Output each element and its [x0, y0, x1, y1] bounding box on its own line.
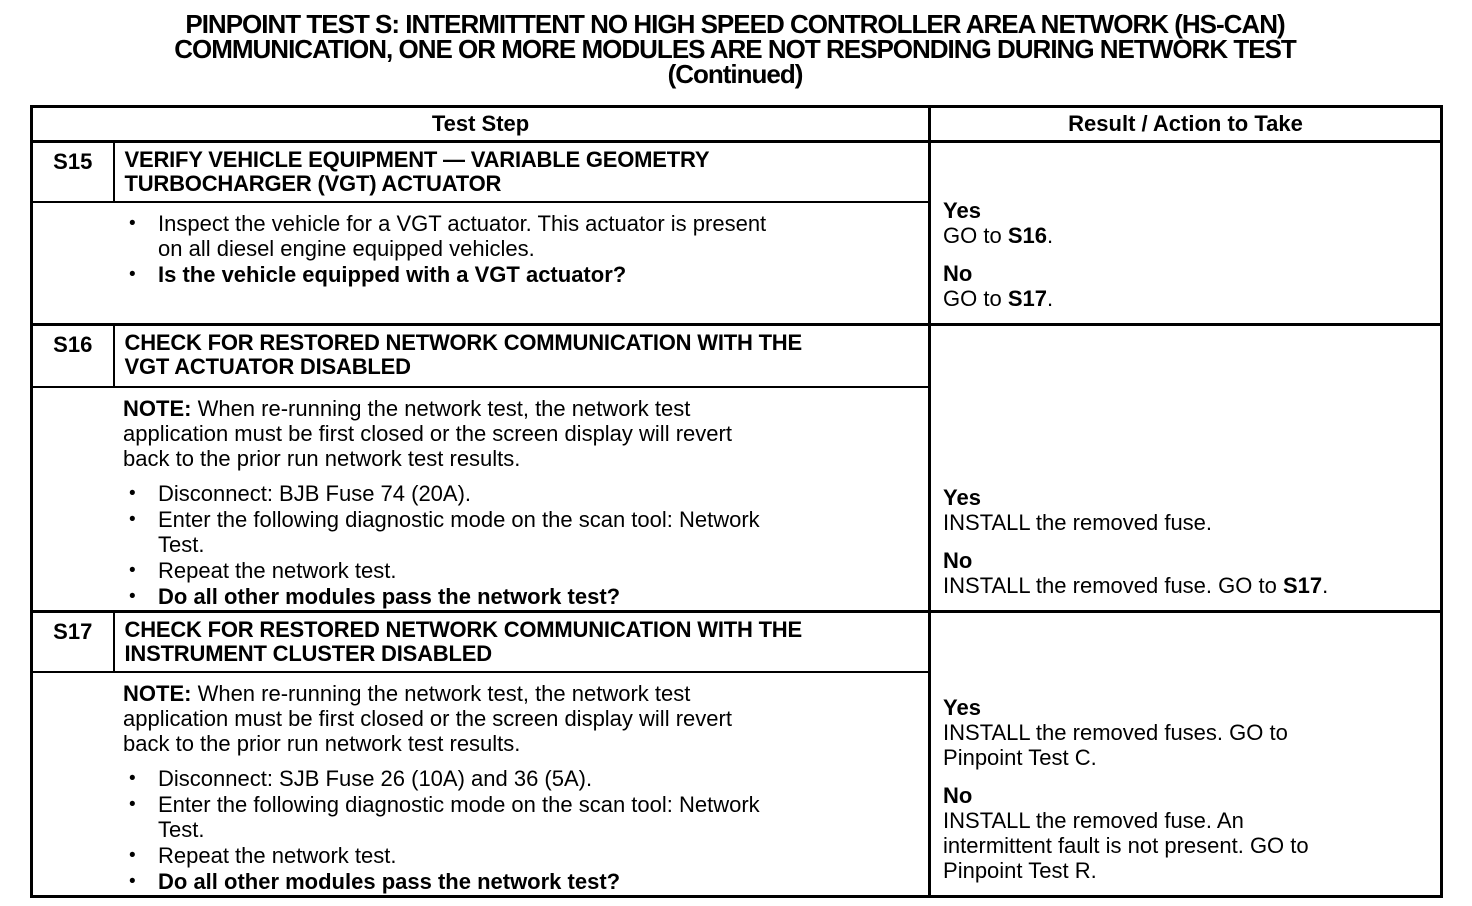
action-text: . [1322, 572, 1329, 598]
action-text: . [1046, 286, 1054, 311]
action-step-ref: S16 [1007, 223, 1047, 248]
action-step-ref: S17 [1282, 572, 1323, 598]
title-line-2: COMMUNICATION, ONE OR MORE MODULES ARE NOT RESPONDING DURING NETWORK TEST [174, 34, 1296, 64]
bullet-item [123, 262, 783, 287]
bullet-item [123, 843, 783, 868]
bullet-text: Disconnect: SJB Fuse 26 (10A) and 36 (5A). [158, 766, 593, 791]
result-no-action [943, 573, 1355, 598]
bullet-item [123, 584, 783, 609]
step-title-s17: CHECK FOR RESTORED NETWORK COMMUNICATION WITH THE INSTRUMENT CLUSTER DISABLED [124, 616, 802, 666]
bullet-text: Repeat the network test. [158, 843, 397, 868]
bullet-item [123, 507, 783, 557]
result-text-s15 [943, 198, 1355, 311]
bullet-item [123, 766, 783, 791]
result-cell-s17 [930, 611, 1442, 897]
action-text: INSTALL the removed fuse. [943, 509, 1213, 535]
action-text: GO to [943, 223, 1008, 248]
result-yes-label: Yes [943, 484, 981, 510]
result-yes-label: Yes [943, 198, 981, 223]
bullet-list [123, 211, 783, 287]
bullet-icon: • [129, 845, 136, 866]
column-header-test-step: Test Step [32, 107, 930, 142]
bullet-text: Disconnect: BJB Fuse 74 (20A). [158, 480, 472, 506]
step-title-s15: VERIFY VEHICLE EQUIPMENT — VARIABLE GEOMETRY TURBOCHARGER (VGT) ACTUATOR [124, 147, 709, 196]
result-text-s16 [943, 485, 1355, 598]
table-header-row [32, 107, 1442, 142]
title-line-1: PINPOINT TEST S: INTERMITTENT NO HIGH SPEED CONTROLLER AREA NETWORK (HS-CAN) [185, 9, 1285, 39]
step-note [123, 396, 783, 471]
result-no-action [943, 808, 1355, 883]
note-text: When re-running the network test, the network test application must be first closed or the screen display will revert back to the prior run network test results. [123, 681, 732, 756]
bullet-icon: • [129, 482, 136, 504]
bullet-item [123, 211, 783, 261]
step-title-row-s16 [32, 325, 1442, 387]
bullet-item [123, 481, 783, 506]
bullet-text: Repeat the network test. [158, 557, 397, 583]
bullet-icon: • [129, 559, 136, 581]
bullet-item [123, 869, 783, 894]
note-label: NOTE: [123, 681, 192, 706]
bullet-icon: • [129, 585, 136, 607]
step-body-s15 [32, 202, 930, 325]
bullet-icon: • [129, 263, 136, 285]
action-step-ref: S17 [1007, 286, 1047, 311]
result-cell-s16 [930, 325, 1442, 612]
bullet-item [123, 558, 783, 583]
title-line-3: (Continued) [667, 59, 803, 89]
action-text: INSTALL the removed fuse. GO to [943, 572, 1283, 598]
step-body-s17 [32, 672, 930, 897]
step-id-s15: S15 [32, 142, 114, 202]
bullet-text: Inspect the vehicle for a VGT actuator. This actuator is present on all diesel engine equipped vehicles. [158, 210, 767, 261]
bullet-text: Enter the following diagnostic mode on the scan tool: Network Test. [158, 506, 760, 557]
step-note [123, 681, 783, 756]
action-text: . [1046, 223, 1054, 248]
note-text: When re-running the network test, the network test application must be first closed or the screen display will revert back to the prior run network test results. [123, 395, 732, 471]
bullet-icon: • [129, 871, 136, 892]
bullet-list [123, 766, 783, 894]
action-text: GO to [943, 286, 1008, 311]
result-yes-action [943, 720, 1355, 770]
step-id-s16: S16 [32, 325, 114, 387]
step-title-row-s17 [32, 611, 1442, 672]
step-title-s16: CHECK FOR RESTORED NETWORK COMMUNICATION WITH THE VGT ACTUATOR DISABLED [124, 330, 802, 379]
bullet-text-question: Do all other modules pass the network test? [158, 583, 621, 609]
column-header-result: Result / Action to Take [930, 107, 1442, 142]
note-label: NOTE: [123, 395, 192, 421]
step-id-s17: S17 [32, 611, 114, 672]
bullet-icon: • [129, 508, 136, 530]
pinpoint-test-table [30, 105, 1443, 898]
bullet-icon: • [129, 212, 136, 234]
result-yes-label: Yes [943, 695, 981, 720]
bullet-list [123, 481, 783, 609]
action-text: INSTALL the removed fuse. An intermittent fault is not present. GO to Pinpoint Test R. [943, 808, 1309, 883]
document-title [30, 9, 1440, 89]
result-cell-s15 [930, 142, 1442, 325]
bullet-text-question: Is the vehicle equipped with a VGT actuator? [158, 261, 627, 287]
result-yes-action [943, 223, 1355, 248]
bullet-text: Enter the following diagnostic mode on the scan tool: Network Test. [158, 792, 760, 842]
bullet-icon: • [129, 794, 136, 815]
result-no-label: No [943, 261, 973, 286]
result-no-action [943, 286, 1355, 311]
result-no-label: No [943, 547, 973, 573]
bullet-item [123, 792, 783, 842]
step-title-row-s15 [32, 142, 1442, 202]
result-yes-action [943, 510, 1355, 535]
action-text: INSTALL the removed fuses. GO to Pinpoint Test C. [943, 720, 1288, 770]
result-text-s17 [943, 695, 1355, 883]
bullet-text-question: Do all other modules pass the network test? [158, 869, 621, 894]
step-body-s16 [32, 387, 930, 612]
bullet-icon: • [129, 768, 136, 789]
result-no-label: No [943, 783, 973, 808]
